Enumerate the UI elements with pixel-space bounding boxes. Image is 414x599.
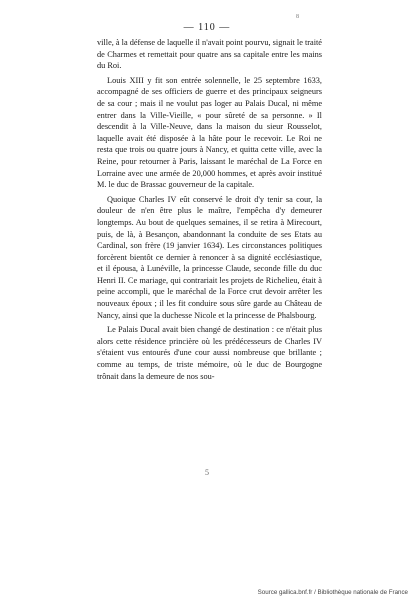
paragraph-1: ville, à la défense de laquelle il n'avait point pourvu, signait le traité de Charmes et remettait pour quatre ans sa capitale entre les mains du Roi. [97,38,322,71]
paragraph-3: Quoique Charles IV eût conservé le droit d'y tenir sa cour, la douleur de n'en être plus le maître, l'empêcha d'y demeurer longtemps. Au bout de quelques semaines, il se retira à Mirecourt, puis, de là, à Besançon, abandonnant la conduite de ses Etats au Cardinal, son frère (19 janvier 1634). Les circonstances politiques forcèrent bientôt ce dernier à renoncer à sa dignité ecclésiastique, et il épousa, à Lunéville, la princesse Claude, seconde fille du duc Henri II. Ce mariage, qui contrariait les projets de Richelieu, était à peine accompli, que le maréchal de la Force crut devoir arrêter les nouveaux époux ; il les fit conduire sous sûre garde au Château de Nancy, ainsi que la duchesse Nicole et la princesse de Phalsbourg. [97,194,322,320]
page-number: — 110 — [183,22,231,33]
footer-mark: 5 [205,468,209,477]
paragraph-2: Louis XIII y fit son entrée solennelle, le 25 septembre 1633, accompagné de ses officiers de guerre et des principaux seigneurs de sa cour ; mais il ne voulut pas loger au Palais Ducal, ni même entrer dans la Ville-Vieille, « pour sûreté de sa personne. » Il descendit à la Ville-Neuve, dans la maison du sieur Rousselot, laquelle avait été disposée à la hâte pour le recevoir. Le Roi ne resta que trois ou quatre jours à Nancy, et quitta cette ville, avec la Reine, pour retourner à Paris, laissant le maréchal de La Force en Lorraine avec une armée de 20,000 hommes, et après avoir institué M. le duc de Brassac gouverneur de la capitale. [97,75,322,190]
body-text [97,37,322,385]
source-attribution: Source gallica.bnf.fr / Bibliothèque nationale de France [257,589,408,596]
paragraph-4: Le Palais Ducal avait bien changé de destination : ce n'était plus alors cette résidence princière où les prédécesseurs de Charles IV s'étaient vus entourés d'une cour aussi nombreuse que brillante ; comme au temps, de triste mémoire, où le duc de Bourgogne trônait dans la demeure de nos sou- [97,325,322,381]
corner-mark: 8 [296,14,299,20]
